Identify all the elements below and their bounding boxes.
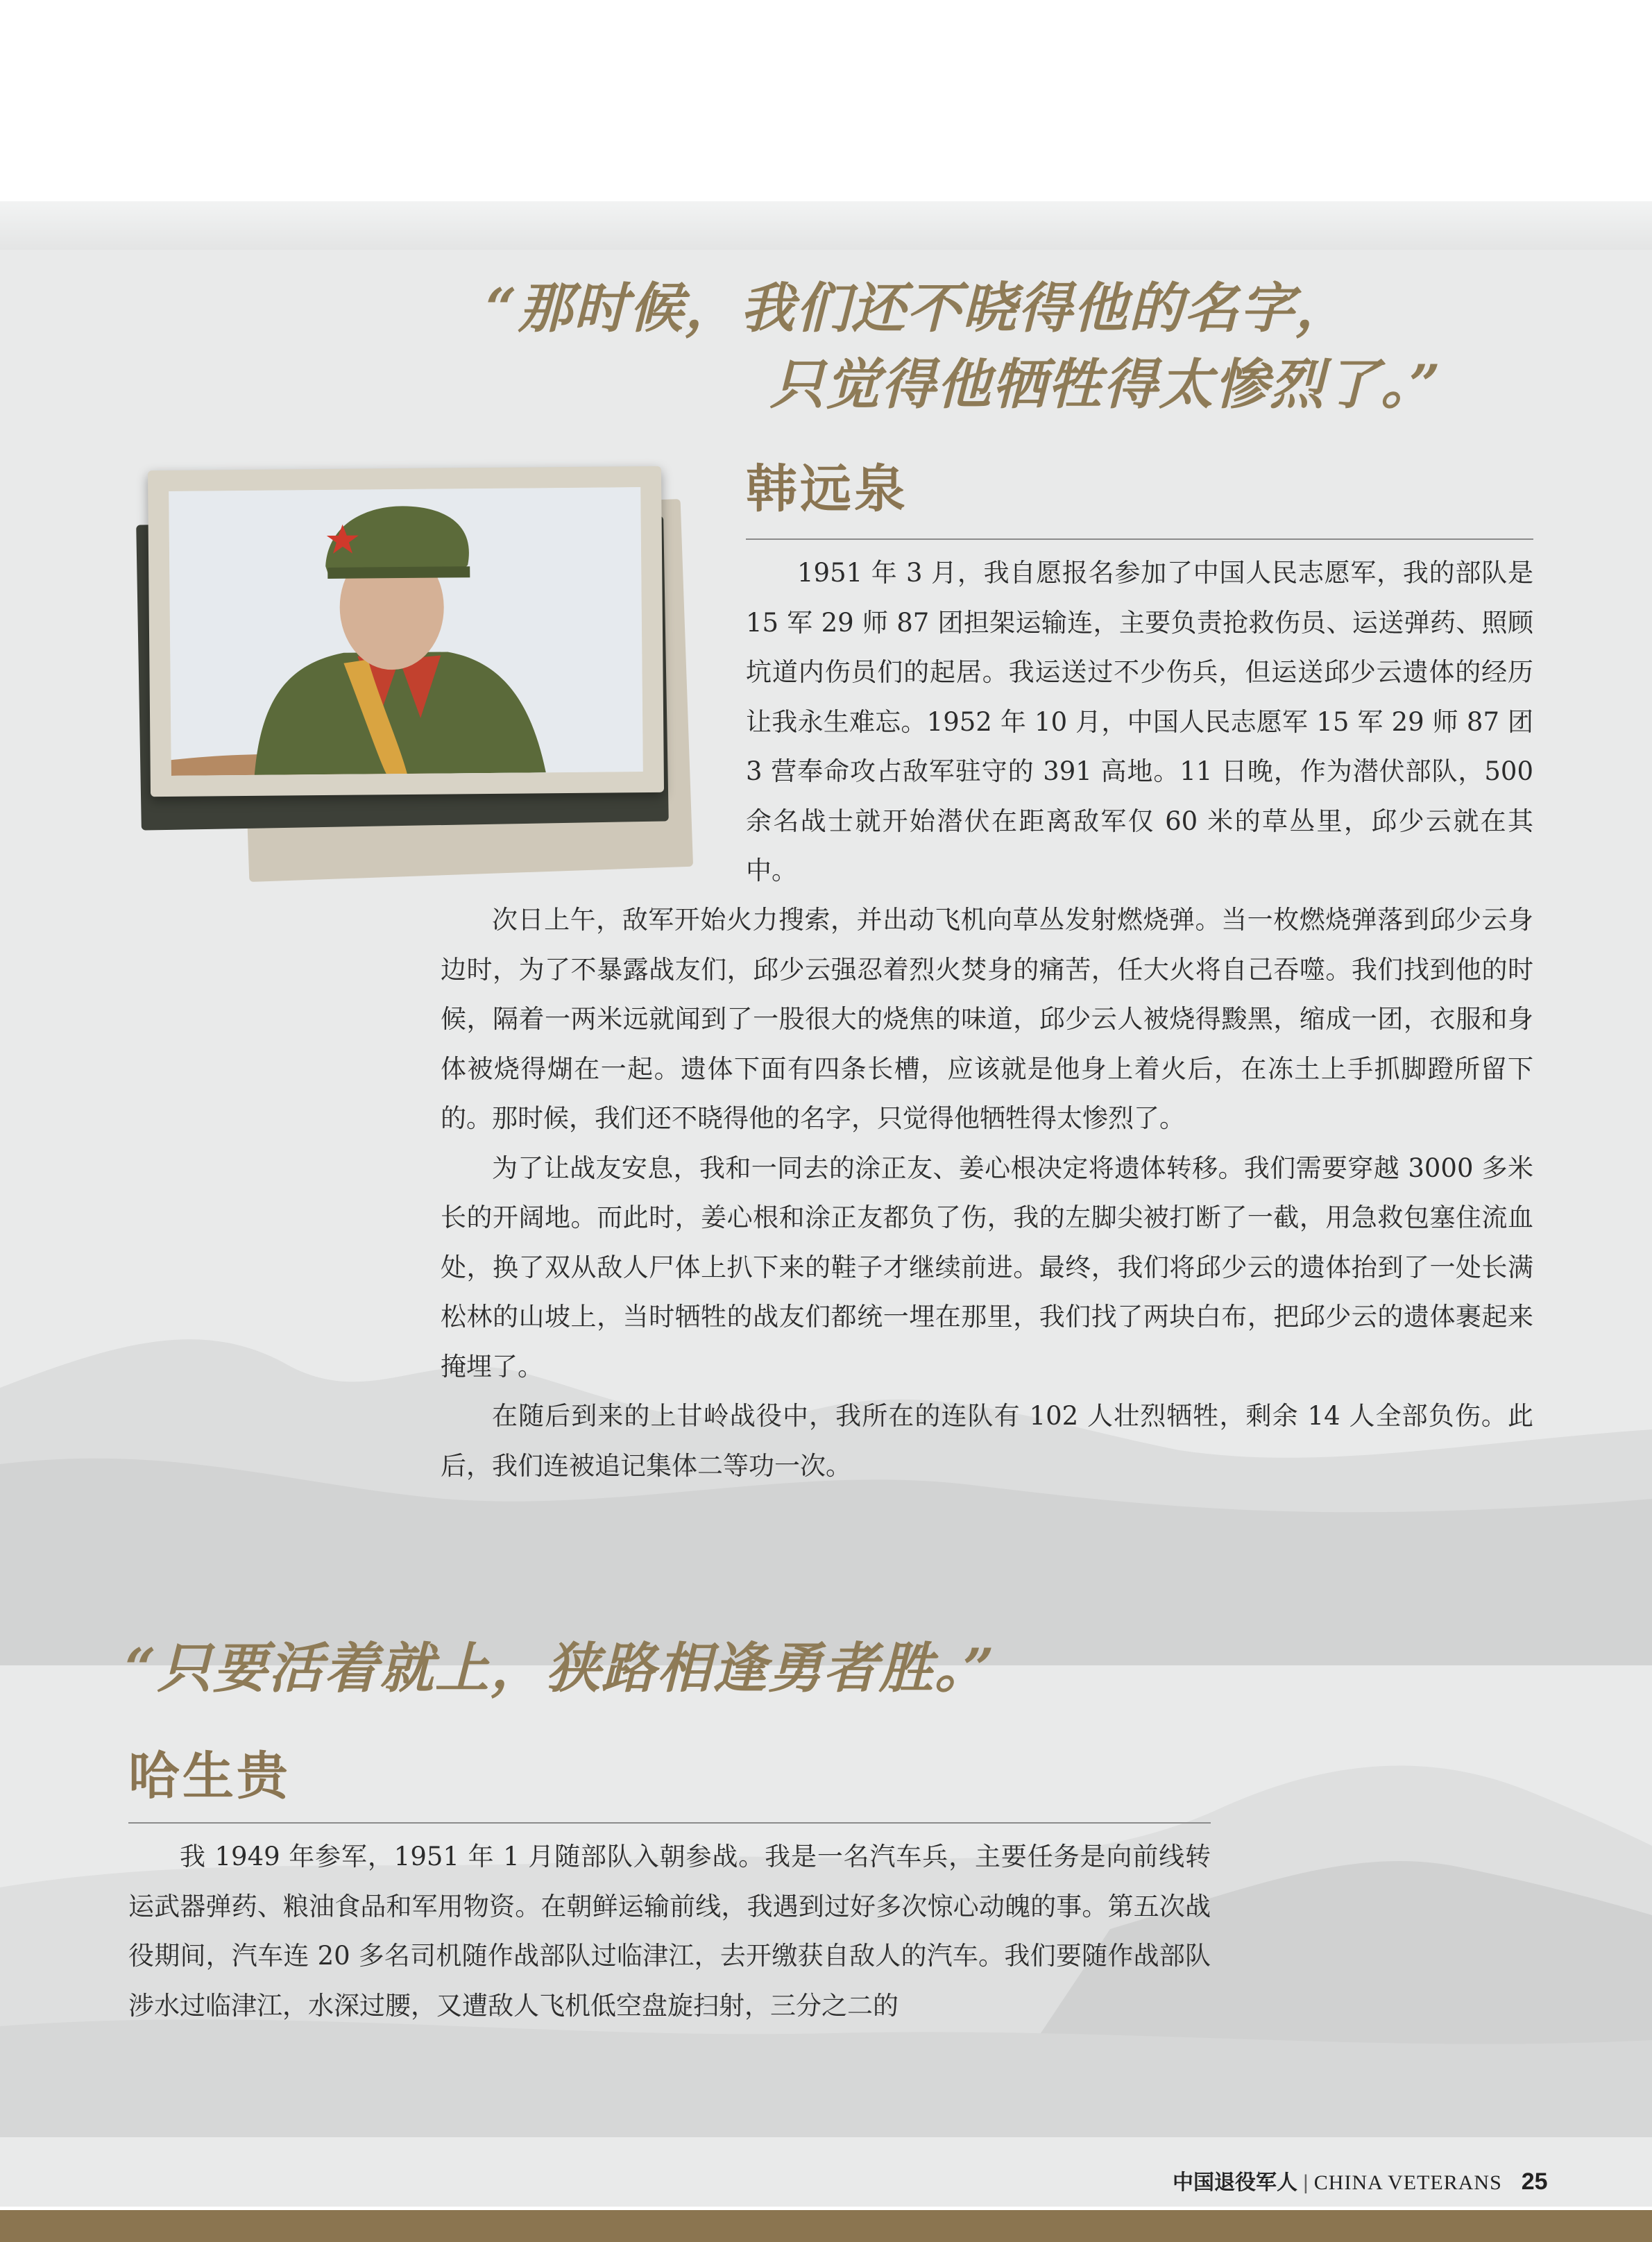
name-divider-2: [128, 1822, 1211, 1824]
photo-stack: [132, 465, 729, 881]
bottom-color-bar: [0, 2210, 1652, 2242]
veteran-portrait-illustration: [169, 487, 643, 776]
page-number: 25: [1521, 2168, 1548, 2195]
paragraph-1: 1951 年 3 月，我自愿报名参加了中国人民志愿军，我的部队是 15 军 29 师 87 团担架运输连，主要负责抢救伤员、运送弹药、照顾坑道内伤员们的起居。我运送过不少伤兵，但运送邱少云遗体的经历让我永生难忘。1952 年 10 月，中国人民志愿军 15 军 29 师 87 团 3 营奉命攻占敌军驻守的 391 高地。11 日晚，作为潜伏部队，500 余名战士就开始潜伏在距离敌军仅 60 米的草丛里，邱少云就在其中。: [746, 558, 1533, 885]
footer-separator: |: [1303, 2171, 1309, 2194]
name-divider: [746, 538, 1533, 540]
veteran-name-han-yuanquan: 韩远泉: [746, 459, 908, 519]
photo-card-front: [148, 466, 664, 797]
veteran-portrait-photo: [169, 487, 643, 776]
paragraph-4: 在随后到来的上甘岭战役中，我所在的连队有 102 人壮烈牺牲，剩余 14 人全部负伤。此后，我们连被追记集体二等功一次。: [441, 1401, 1533, 1481]
ink-wash-border: [0, 201, 1652, 250]
page-footer: [1173, 2165, 1548, 2196]
magazine-brand: 中国退役军人: [1173, 2171, 1297, 2194]
article-text-part2: [441, 895, 1533, 1491]
pull-quote-section2: “只要活着就上，狭路相逢勇者胜。”: [125, 1637, 996, 1700]
article-text-part1: [746, 548, 1533, 896]
veteran-name-ha-shenggui: 哈生贵: [128, 1747, 291, 1806]
article-text-section2: [128, 1832, 1211, 2030]
magazine-english-name: CHINA VETERANS: [1313, 2171, 1502, 2194]
paragraph-section2: 我 1949 年参军，1951 年 1 月随部队入朝参战。我是一名汽车兵，主要任务是向前线转运武器弹药、粮油食品和军用物资。在朝鲜运输前线，我遇到过好多次惊心动魄的事。第五次战役期间，汽车连 20 多名司机随作战部队过临津江，去开缴获自敌人的汽车。我们要随作战部队涉水过临津江，水深过腰，又遭敌人飞机低空盘旋扫射，三分之二的: [128, 1842, 1211, 2021]
paragraph-3: 为了让战友安息，我和一同去的涂正友、姜心根决定将遗体转移。我们需要穿越 3000 多米长的开阔地。而此时，姜心根和涂正友都负了伤，我的左脚尖被打断了一截，用急救包塞住流血处，换了双从敌人尸体上扒下来的鞋子才继续前进。最终，我们将邱少云的遗体抬到了一处长满松林的山坡上，当时牺牲的战友们都统一埋在那里，我们找了两块白布，把邱少云的遗体裹起来掩埋了。: [441, 1153, 1533, 1382]
pull-quote-line2: 只觉得他牺牲得太惨烈了。”: [770, 353, 1442, 416]
pull-quote-line1: “那时候，我们还不晓得他的名字，: [486, 277, 1351, 340]
paragraph-2: 次日上午，敌军开始火力搜索，并出动飞机向草丛发射燃烧弹。当一枚燃烧弹落到邱少云身边时，为了不暴露战友们，邱少云强忍着烈火焚身的痛苦，任大火将自己吞噬。我们找到他的时候，隔着一两米远就闻到了一股很大的烧焦的味道，邱少云人被烧得黢黑，缩成一团，衣服和身体被烧得煳在一起。遗体下面有四条长槽，应该就是他身上着火后，在冻土上手抓脚蹬所留下的。那时候，我们还不晓得他的名字，只觉得他牺牲得太惨烈了。: [441, 905, 1533, 1133]
